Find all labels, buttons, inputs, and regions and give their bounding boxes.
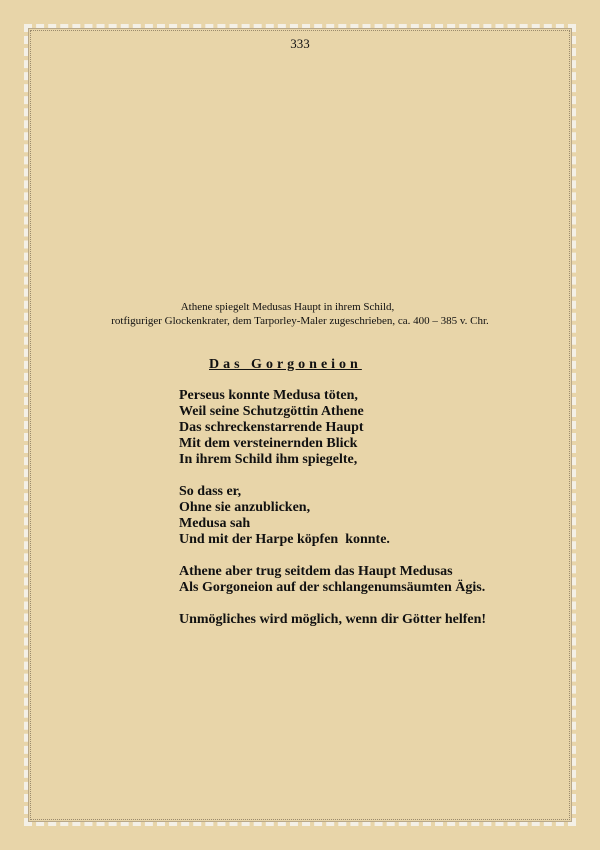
poem-verse: Und mit der Harpe köpfen konnte. [179, 532, 390, 547]
poem-verse: In ihrem Schild ihm spiegelte, [179, 452, 358, 467]
poem-body [179, 388, 486, 644]
poem-verse: Mit dem versteinernden Blick [179, 436, 358, 451]
poem-verse: Weil seine Schutzgöttin Athene [179, 404, 364, 419]
poem-verse: So dass er, [179, 484, 242, 499]
poem-stanza-3 [179, 564, 486, 596]
poem-verse: Das schreckenstarrende Haupt [179, 420, 364, 435]
poem-verse: Als Gorgoneion auf der schlangenumsäumten Ägis. [179, 580, 486, 595]
caption-line-2: rotfiguriger Glockenkrater, dem Tarporley-Maler zugeschrieben, ca. 400 – 385 v. Chr. [111, 315, 489, 327]
image-caption [0, 300, 600, 328]
poem-title: Das Gorgoneion [209, 357, 362, 372]
poem-verse: Athene aber trug seitdem das Haupt Medusas [179, 564, 453, 579]
poem-verse: Unmögliches wird möglich, wenn dir Götter helfen! [179, 612, 487, 627]
poem-stanza-1 [179, 388, 486, 468]
poem-stanza-2 [179, 484, 486, 548]
poem-verse: Medusa sah [179, 516, 251, 531]
poem-stanza-4 [179, 612, 486, 628]
poem-verse: Ohne sie anzublicken, [179, 500, 311, 515]
poem-verse: Perseus konnte Medusa töten, [179, 388, 358, 403]
page-number: 333 [290, 36, 310, 51]
caption-line-1: Athene spiegelt Medusas Haupt in ihrem Schild, [180, 301, 395, 313]
